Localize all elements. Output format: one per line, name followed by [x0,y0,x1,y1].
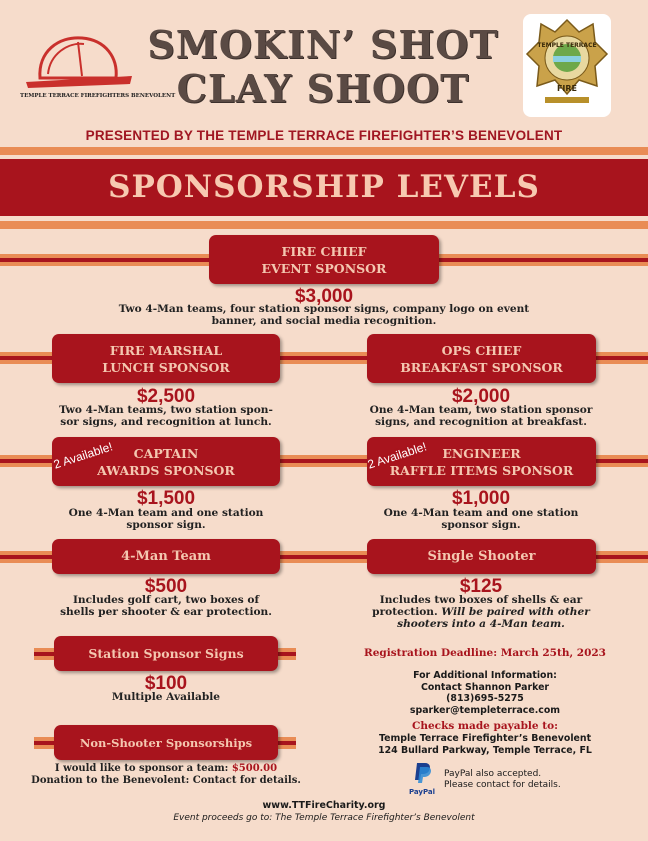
fire-chief-desc-line2: banner, and social media recognition. [211,315,437,327]
paypal-note [444,769,614,791]
captain-subtitle: AWARDS SPONSOR [97,462,235,478]
station-title: Station Sponsor Signs [88,646,244,661]
non-shooter-desc-line2: Donation to the Benevolent: Contact for details. [31,775,301,786]
station-price: $100 [144,673,188,694]
single-shooter-desc-line1: Includes two boxes of shells & ear [379,594,583,606]
four-man-title: 4-Man Team [121,549,211,564]
engineer-subtitle: RAFFLE ITEMS SPONSOR [389,462,574,478]
captain-desc [46,507,286,531]
fire-marshal-desc-line2: sor signs, and recognition at lunch. [60,416,272,428]
fire-chief-subtitle: EVENT SPONSOR [261,260,387,276]
four-man-desc [46,594,286,618]
fire-chief-title: FIRE CHIEF [281,243,367,259]
footer-url[interactable]: www.TTFireCharity.org [262,800,386,811]
sponsorship-banner [0,159,648,216]
paypal-logo-text: PayPal [408,788,436,796]
badge-text-bottom: FIRE [556,84,578,93]
non-shooter-desc-line1 [16,763,316,775]
page-title-line2: CLAY SHOOT [176,66,470,111]
engineer-desc [361,507,601,531]
single-shooter-desc-line2b: Will be paired with other [441,606,590,618]
captain-desc-line1: One 4-Man team and one station [68,507,264,519]
fire-marshal-desc-line1: Two 4-Man teams, two station spon- [59,404,273,416]
paypal-note-line1: PayPal also accepted. [444,769,542,779]
captain-availability: 2 Available! [51,439,115,472]
non-shooter-desc-line1a: I would like to sponsor a team: [54,763,232,774]
ops-chief-price: $2,000 [451,386,511,407]
four-man-price: $500 [144,576,188,597]
fire-chief-pill [209,235,439,284]
engineer-desc-line1: One 4-Man team and one station [383,507,579,519]
fire-marshal-price: $2,500 [136,386,196,407]
footer-proceeds: Event proceeds go to: The Temple Terrace Firefighter’s Benevolent [173,813,475,823]
four-man-desc-line1: Includes golf cart, two boxes of [72,594,260,606]
payee-block [340,733,630,756]
ops-chief-desc [361,404,601,428]
captain-title: CAPTAIN [133,445,199,461]
single-shooter-desc-line2a: protection. [372,606,442,618]
banner-stripe-top [0,147,648,155]
contact-email[interactable]: sparker@templeterrace.com [409,704,561,716]
paypal-icon [412,762,432,784]
single-shooter-pill [367,539,596,574]
four-man-desc-line2: shells per shooter & ear protection. [60,606,272,618]
contact-heading: For Additional Information: [413,670,557,681]
presented-by: PRESENTED BY THE TEMPLE TERRACE FIREFIGHTER’S BENEVOLENT [85,128,563,143]
logo-left-text: TEMPLE TERRACE FIREFIGHTERS BENEVOLENT [20,93,176,99]
engineer-desc-line2: sponsor sign. [441,519,521,531]
station-pill [54,636,278,671]
fire-chief-desc [100,303,548,327]
captain-desc-line2: sponsor sign. [126,519,206,531]
maltese-cross-icon [523,14,611,117]
ops-chief-subtitle: BREAKFAST SPONSOR [400,359,563,375]
banner-stripe-bottom [0,221,648,229]
fire-chief-desc-line1: Two 4-Man teams, four station sponsor signs, company logo on event [118,303,530,315]
contact-block [340,670,630,716]
station-desc: Multiple Available [111,691,221,703]
single-shooter-desc-line3: shooters into a 4-Man team. [397,618,565,630]
engineer-availability: 2 Available! [365,439,429,472]
banner-title: SPONSORSHIP LEVELS [108,169,540,205]
single-shooter-title: Single Shooter [427,549,536,564]
payee-name: Temple Terrace Firefighter’s Benevolent [378,733,592,744]
non-shooter-pill [54,725,278,760]
ops-chief-desc-line2: signs, and recognition at breakfast. [375,416,587,428]
badge-text-top: TEMPLE TERRACE [537,42,597,49]
fire-marshal-subtitle: LUNCH SPONSOR [102,359,230,375]
single-shooter-price: $125 [459,576,503,597]
non-shooter-amount: $500.00 [231,763,278,774]
paypal-logo [405,762,439,798]
fire-marshal-pill [52,334,280,383]
payee-address: 124 Bullard Parkway, Temple Terrace, FL [378,744,592,756]
engineer-title: ENGINEER [442,445,521,461]
non-shooter-title: Non-Shooter Sponsorships [79,735,253,750]
ops-chief-desc-line1: One 4-Man team, two station sponsor [369,404,593,416]
fire-marshal-desc [46,404,286,428]
registration-deadline: Registration Deadline: March 25th, 2023 [364,647,606,659]
page-title-line1: SMOKIN’ SHOT [147,22,499,67]
single-shooter-desc-line2 [361,606,601,618]
ops-chief-pill [367,334,596,383]
ops-chief-title: OPS CHIEF [441,342,522,358]
non-shooter-desc [16,763,316,787]
single-shooter-desc [361,594,601,630]
paypal-note-line2: Please contact for details. [444,780,561,790]
fire-marshal-title: FIRE MARSHAL [109,342,223,358]
four-man-pill [52,539,280,574]
engineer-price: $1,000 [451,488,511,509]
contact-name: Contact Shannon Parker [420,681,550,693]
contact-phone: (813)695-5275 [446,693,524,704]
checks-heading: Checks made payable to: [412,720,558,732]
fire-badge [523,14,611,117]
captain-price: $1,500 [136,488,196,509]
fire-chief-price: $3,000 [294,286,354,307]
